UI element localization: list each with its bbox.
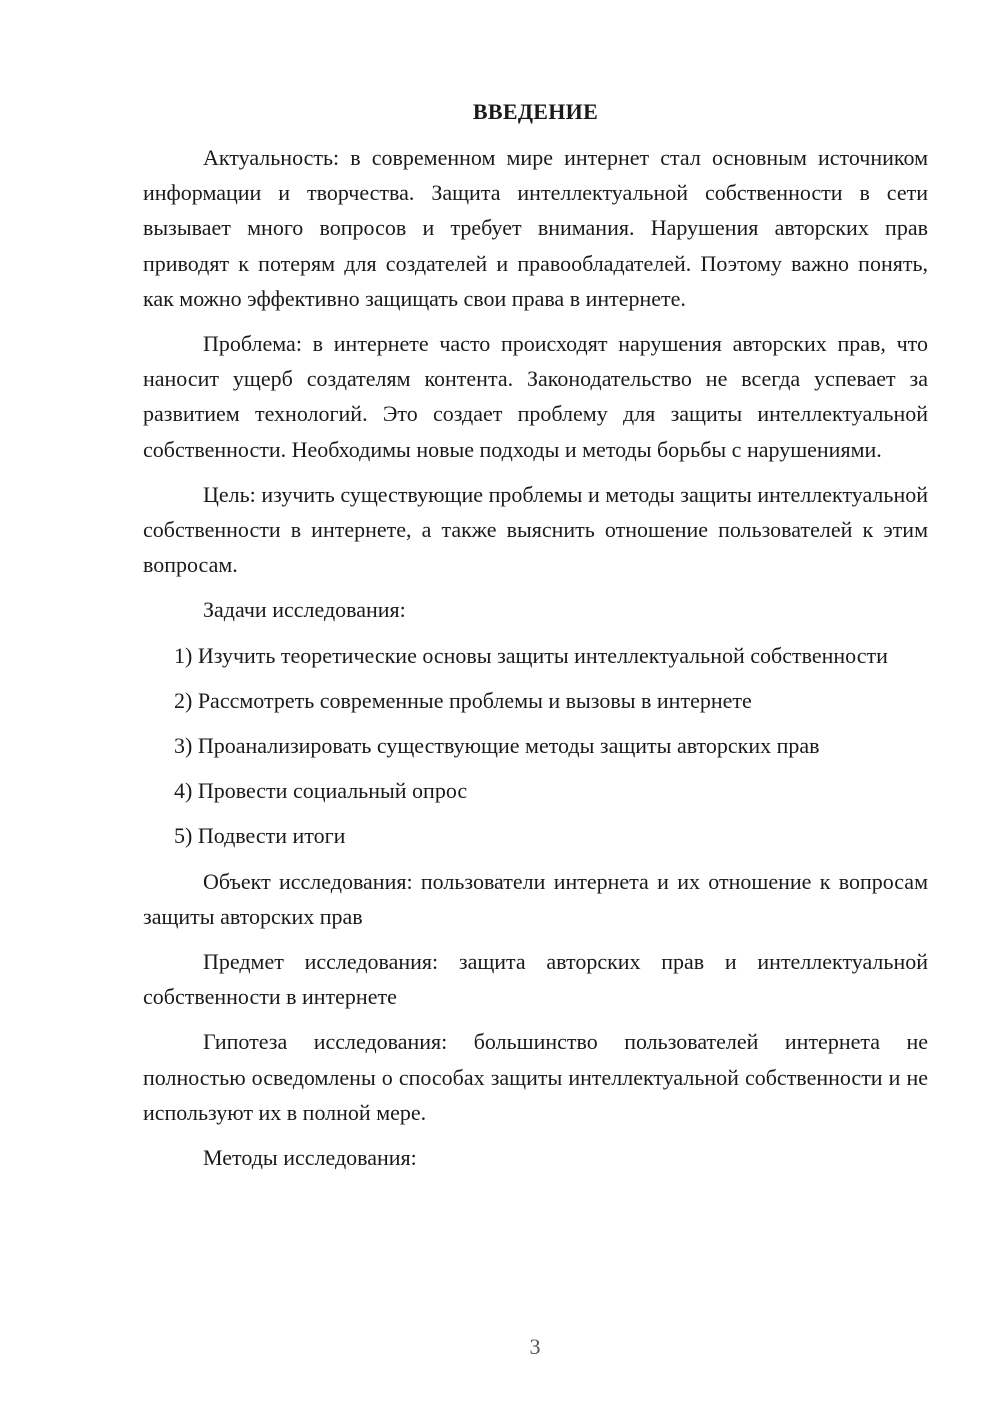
methods-heading: Методы исследования: [203,1145,417,1171]
task-item-4: 4) Провести социальный опрос [174,778,468,804]
page-content [143,94,928,1185]
page-title: ВВЕДЕНИЕ [472,99,599,124]
subject-paragraph: Предмет исследования: защита авторских прав и интеллектуальной собственности в интернете [143,949,928,1010]
task-item-5: 5) Подвести итоги [174,823,346,849]
page-number: 3 [529,1334,541,1359]
object-paragraph: Объект исследования: пользователи интернета и их отношение к вопросам защиты авторских прав [143,868,928,929]
hypothesis-paragraph: Гипотеза исследования: большинство пользователей интернета не полностью осведомлены о способах защиты интеллектуальной собственности и не используют их в полной мере. [143,1029,928,1125]
task-item-3: 3) Проанализировать существующие методы защиты авторских прав [174,733,820,759]
goal-paragraph: Цель: изучить существующие проблемы и методы защиты интеллектуальной собственности в интернете, а также выяснить отношение пользователей к этим вопросам. [143,481,928,578]
tasks-heading: Задачи исследования: [203,597,406,623]
relevance-paragraph: Актуальность: в современном мире интернет стал основным источником информации и творчества. Защита интеллектуальной собственности в сети вызывает много вопросов и требует внимания. Нарушения авторских прав приводят к потерям для создателей и правообладателей. Поэтому важно понять, как можно эффективно защищать свои права в интернете. [143,145,928,311]
problem-paragraph: Проблема: в интернете часто происходят нарушения авторских прав, что наносит ущерб создателям контента. Законодательство не всегда успевает за развитием технологий. Это создает проблему для защиты интеллектуальной собственности. Необходимы новые подходы и методы борьбы с нарушениями. [143,331,928,462]
task-item-2: 2) Рассмотреть современные проблемы и вызовы в интернете [174,687,752,713]
task-item-1: 1) Изучить теоретические основы защиты интеллектуальной собственности [174,642,888,668]
